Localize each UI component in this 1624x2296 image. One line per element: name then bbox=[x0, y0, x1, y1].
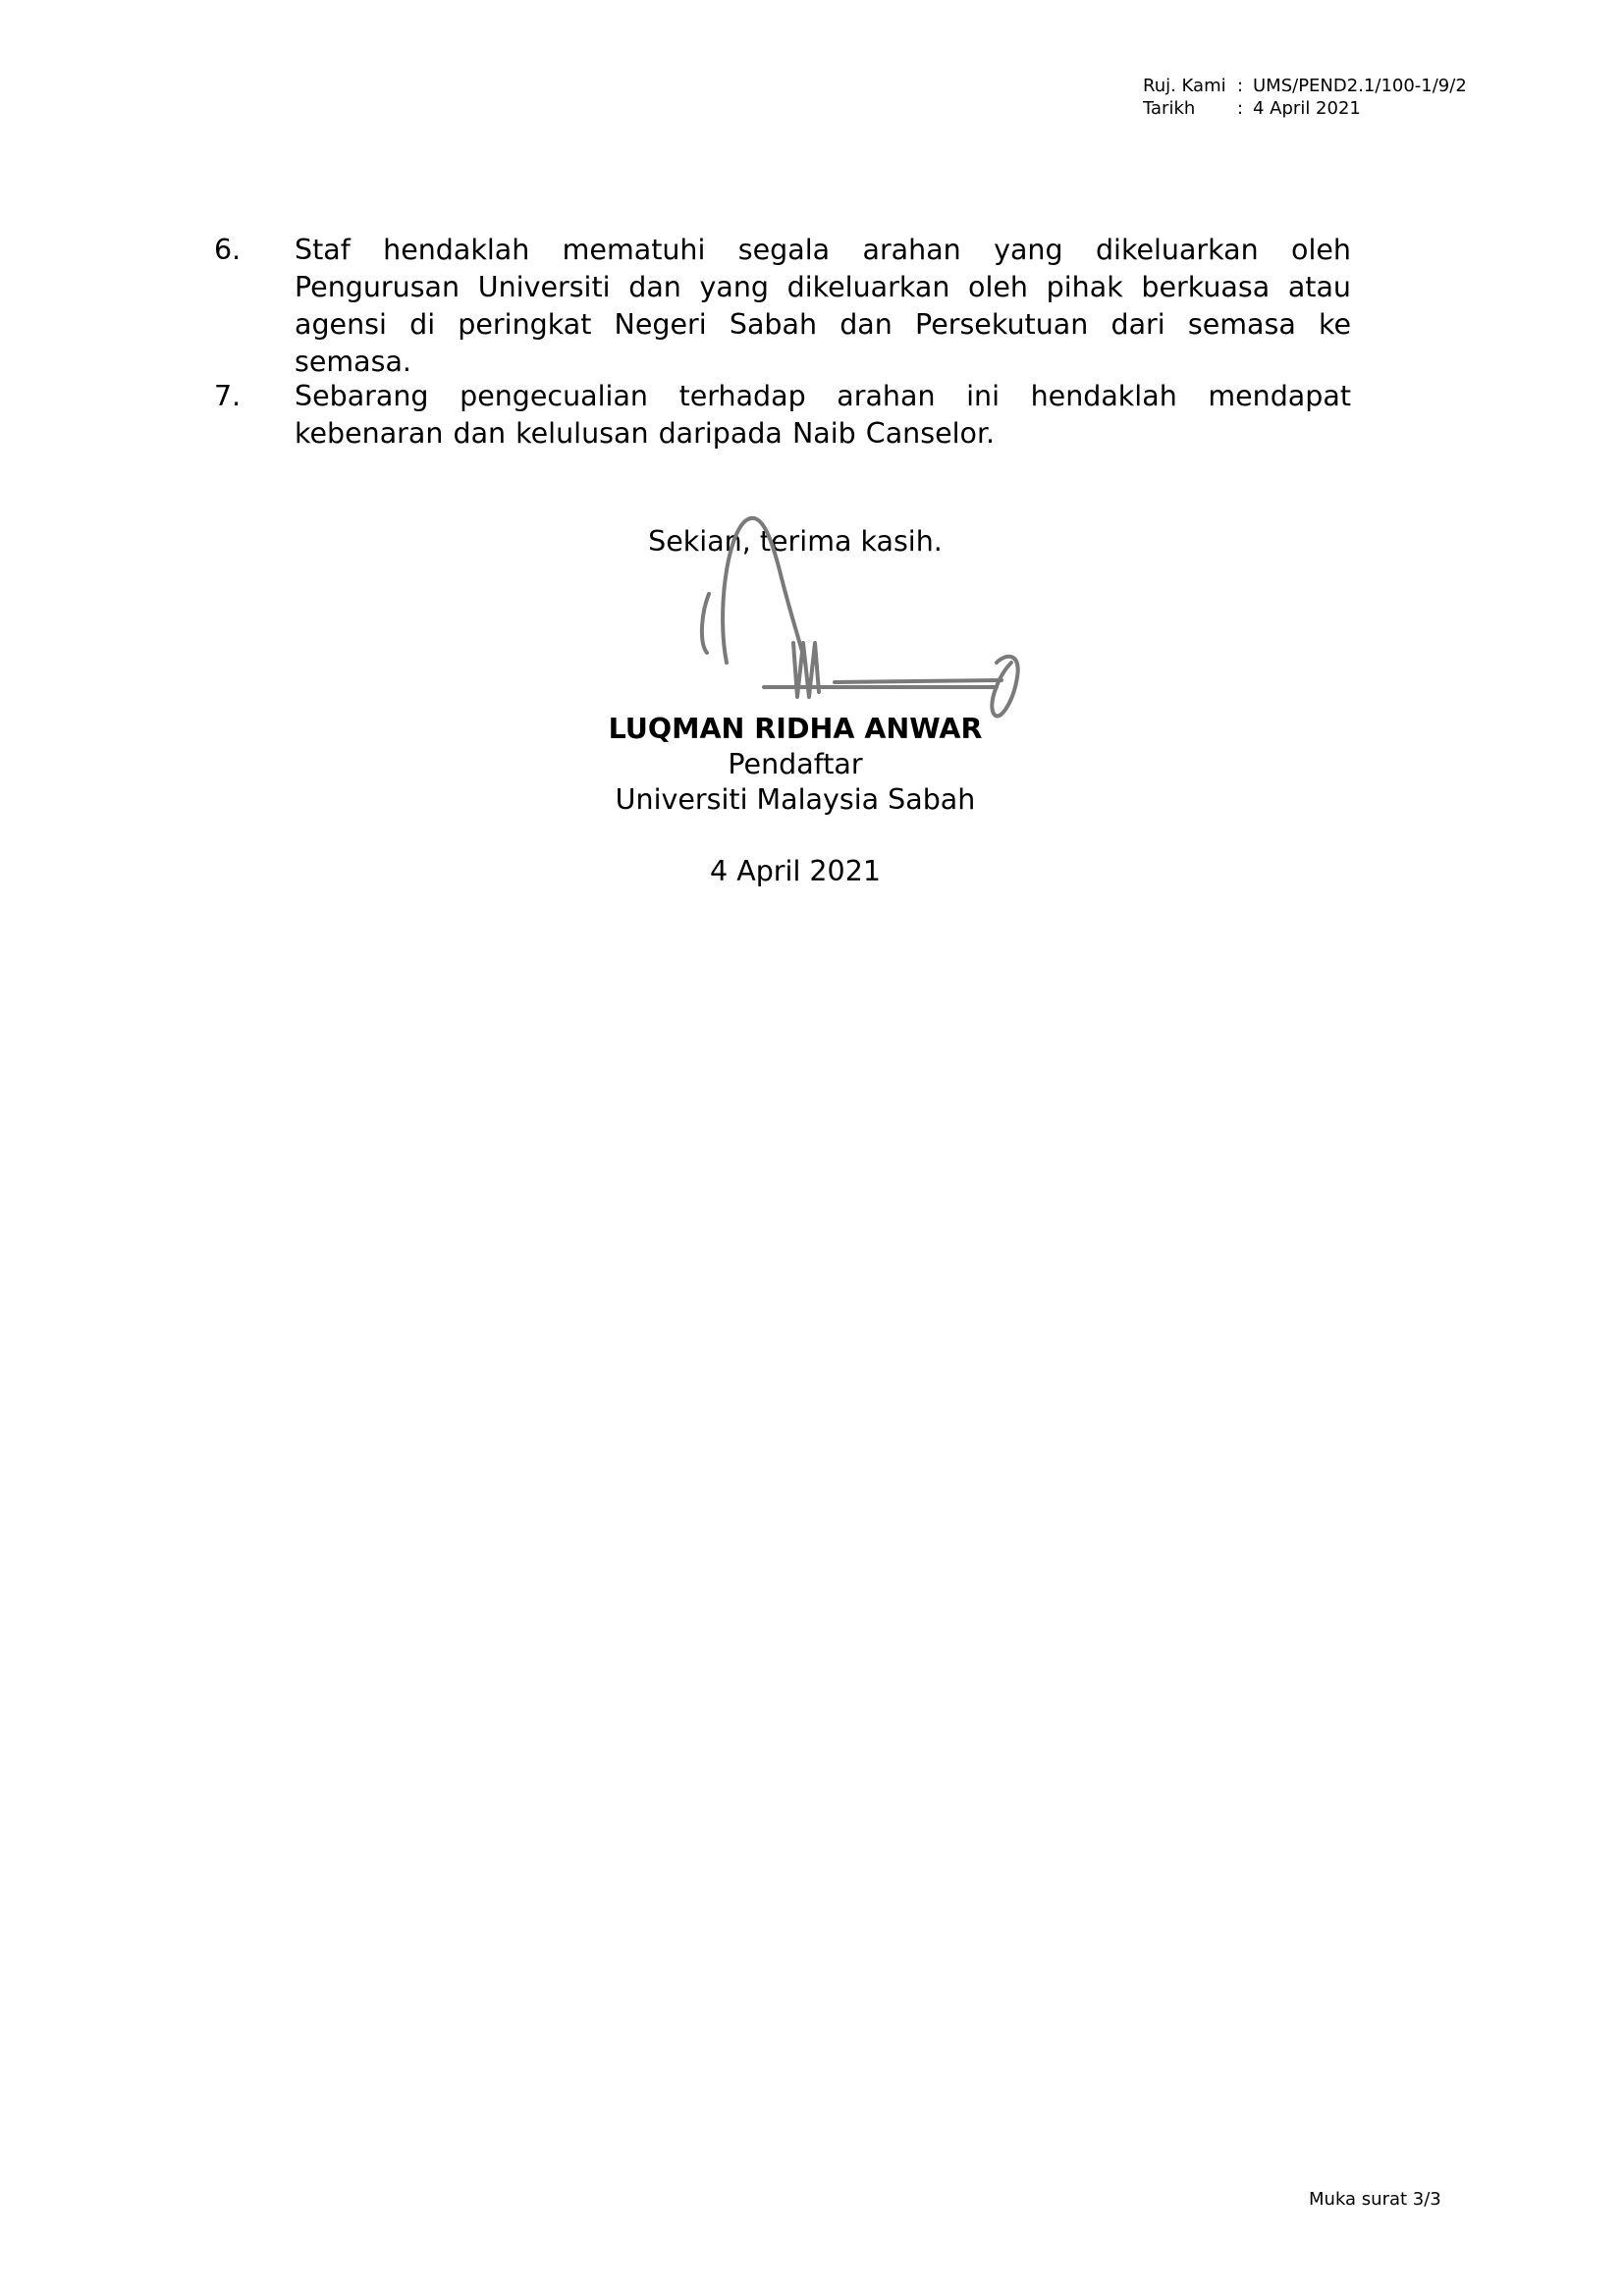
paragraph-7 bbox=[214, 378, 1351, 453]
date-row bbox=[1143, 97, 1467, 120]
signature-image bbox=[687, 506, 1041, 741]
paragraph-text: Sebarang pengecualian terhadap arahan ini hendaklah mendapat kebenaran dan kelulusan daripada Naib Canselor. bbox=[295, 380, 1351, 450]
date-value: 4 April 2021 bbox=[1253, 98, 1361, 119]
signer-organization: Universiti Malaysia Sabah bbox=[615, 783, 976, 816]
reference-separator: : bbox=[1237, 76, 1244, 96]
paragraph-text: Staf hendaklah mematuhi segala arahan yang dikeluarkan oleh Pengurusan Universiti dan yang dikeluarkan oleh pihak berkuasa atau agensi di peringkat Negeri Sabah dan Persekutuan dari semasa ke semasa. bbox=[295, 234, 1351, 378]
paragraph-number: 7. bbox=[214, 380, 242, 412]
signature-date: 4 April 2021 bbox=[710, 855, 881, 887]
reference-label: Ruj. Kami bbox=[1143, 76, 1226, 96]
signer-title: Pendaftar bbox=[728, 748, 863, 780]
page-number: Muka surat 3/3 bbox=[1309, 2189, 1441, 2210]
signer-name: LUQMAN RIDHA ANWAR bbox=[608, 713, 983, 745]
reference-block bbox=[1143, 75, 1467, 120]
date-separator: : bbox=[1237, 98, 1244, 119]
paragraph-6 bbox=[214, 232, 1351, 381]
date-label: Tarikh bbox=[1143, 98, 1196, 119]
reference-row bbox=[1143, 75, 1467, 97]
reference-value: UMS/PEND2.1/100-1/9/2 bbox=[1253, 76, 1467, 96]
paragraph-number: 6. bbox=[214, 234, 242, 266]
closing-text: Sekian, terima kasih. bbox=[648, 525, 943, 558]
